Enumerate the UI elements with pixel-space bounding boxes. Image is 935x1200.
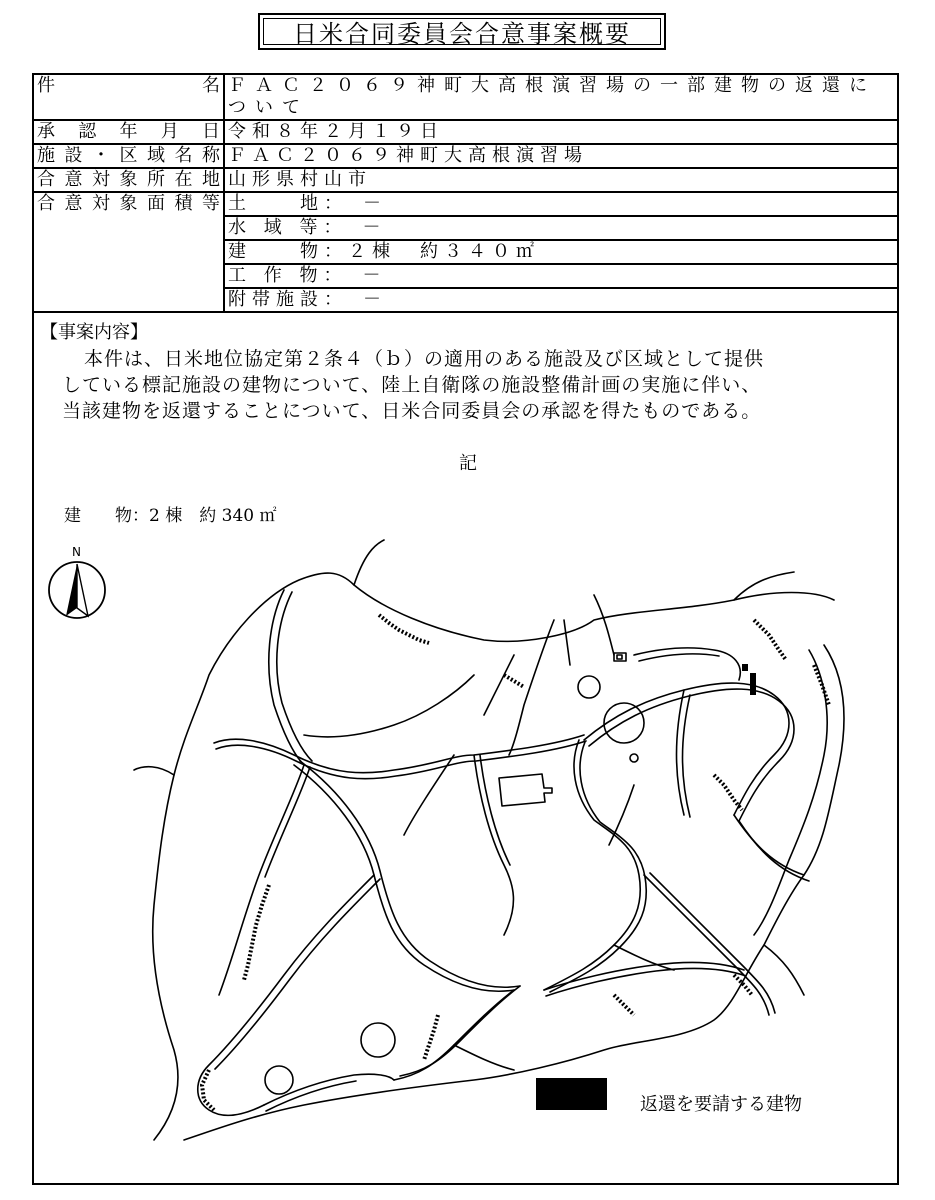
summary-frame xyxy=(32,73,899,1185)
site-map xyxy=(34,75,897,1183)
ki-mark: 記 xyxy=(459,453,477,474)
map-outer-boundary xyxy=(153,573,834,1140)
label-facility-name: 施設・区域名称 xyxy=(34,144,224,168)
return-building-1 xyxy=(742,664,748,671)
north-arrow xyxy=(49,562,105,618)
content-heading: 【事案内容】 xyxy=(40,322,148,343)
value-area-water: 水 域 等： － xyxy=(224,216,897,240)
value-subject: ＦＡＣ２０６９神町大高根演習場の一部建物の返還について xyxy=(224,75,897,120)
label-location: 合意対象所在地 xyxy=(34,168,224,192)
north-label: N xyxy=(72,545,81,559)
building-summary: 建 物：2 棟 約 340 ㎡ xyxy=(64,506,277,526)
value-facility-name: ＦＡＣ２０６９神町大高根演習場 xyxy=(224,144,897,168)
value-area-land: 土 地： － xyxy=(224,192,897,216)
label-area: 合意対象面積等 xyxy=(34,192,224,312)
value-area-structure: 工 作 物： － xyxy=(224,264,897,288)
value-approval-date: 令和８年２月１９日 xyxy=(224,120,897,144)
title-box xyxy=(258,13,666,50)
value-area-auxiliary: 附帯施設： － xyxy=(224,288,897,312)
content-line-2: している標記施設の建物について、陸上自衛隊の施設整備計画の実施に伴い、 xyxy=(62,374,762,396)
legend-swatch xyxy=(536,1078,607,1110)
value-area-building: 建 物：２棟 約３４０㎡ xyxy=(224,240,897,264)
legend-label: 返還を要請する建物 xyxy=(640,1094,802,1115)
label-subject: 件名 xyxy=(34,75,224,120)
return-building-2 xyxy=(750,673,756,695)
value-location: 山形県村山市 xyxy=(224,168,897,192)
label-approval-date: 承認年月日 xyxy=(34,120,224,144)
map-building-outline xyxy=(499,774,552,806)
page-title: 日米合同委員会合意事案概要 xyxy=(293,20,631,48)
content-line-1: 本件は、日米地位協定第２条４（ｂ）の適用のある施設及び区域として提供 xyxy=(84,348,765,370)
map-east-boundary xyxy=(184,645,844,1140)
content-line-3: 当該建物を返還することについて、日米合同委員会の承認を得たものである。 xyxy=(62,400,762,422)
